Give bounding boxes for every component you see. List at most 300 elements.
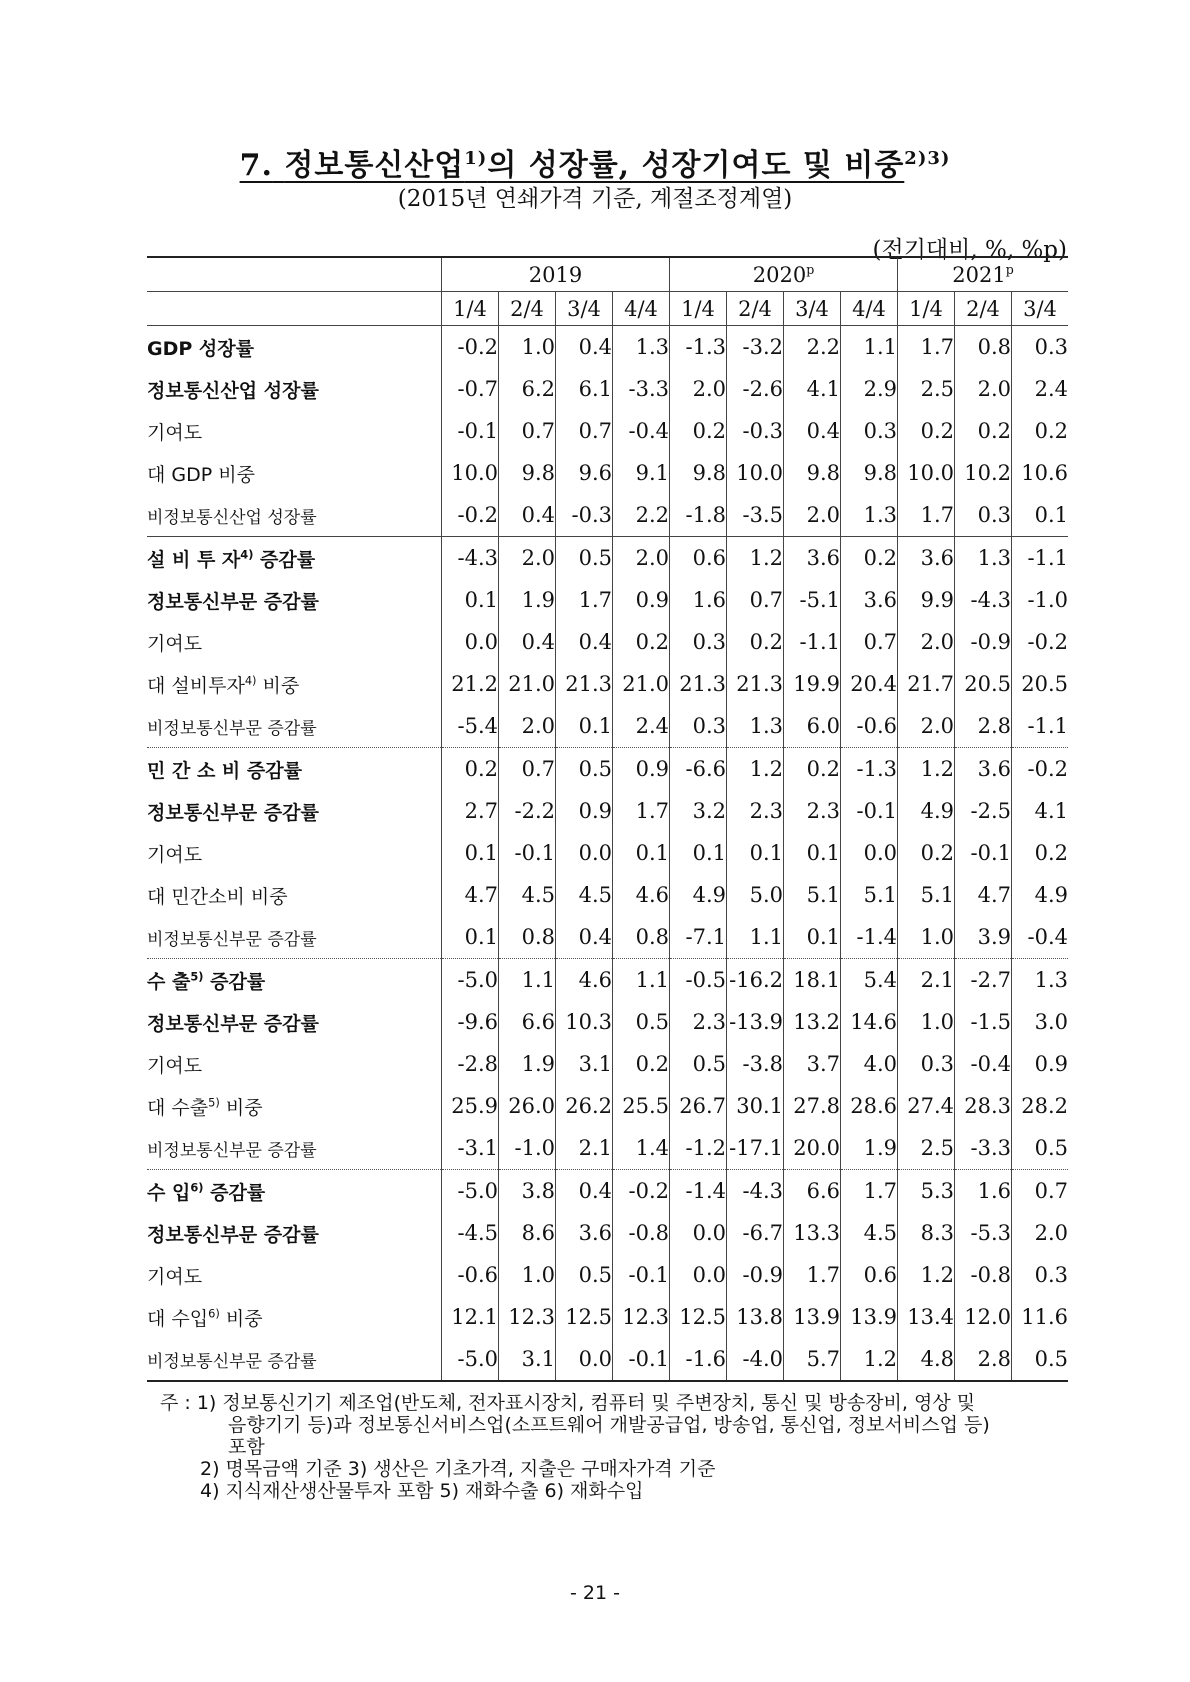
- value-cell: 1.3: [955, 537, 1012, 580]
- table-row: [147, 410, 1068, 452]
- year-header-2021: 2021$^p$: [898, 257, 1069, 292]
- value-cell: 9.8: [784, 452, 841, 494]
- value-cell: 28.3: [955, 1085, 1012, 1127]
- value-cell: 6.6: [499, 1001, 556, 1043]
- value-cell: 2.3: [727, 790, 784, 832]
- value-cell: 9.9: [898, 579, 955, 621]
- value-cell: 12.3: [499, 1296, 556, 1338]
- value-cell: 2.9: [841, 368, 898, 410]
- value-cell: 6.2: [499, 368, 556, 410]
- value-cell: 1.2: [727, 748, 784, 791]
- value-cell: 0.2: [955, 410, 1012, 452]
- value-cell: 0.1: [1012, 494, 1069, 537]
- table-subtitle: (2015년 연쇄가격 기준, 계절조정계열): [397, 186, 793, 212]
- value-cell: -1.8: [670, 494, 727, 537]
- value-cell: 0.3: [898, 1043, 955, 1085]
- value-cell: 2.4: [613, 705, 670, 748]
- value-cell: -2.7: [955, 959, 1012, 1002]
- value-cell: 1.2: [898, 748, 955, 791]
- value-cell: 6.6: [784, 1170, 841, 1213]
- value-cell: 0.9: [1012, 1043, 1069, 1085]
- value-cell: 1.9: [499, 1043, 556, 1085]
- table-row: [147, 452, 1068, 494]
- quarter-header: 4/4: [841, 292, 898, 326]
- value-cell: 5.4: [841, 959, 898, 1002]
- value-cell: -2.2: [499, 790, 556, 832]
- value-cell: 0.6: [841, 1254, 898, 1296]
- value-cell: 0.8: [955, 326, 1012, 369]
- value-cell: 13.9: [784, 1296, 841, 1338]
- value-cell: -0.4: [955, 1043, 1012, 1085]
- value-cell: 0.5: [1012, 1338, 1069, 1381]
- value-cell: 0.2: [1012, 832, 1069, 874]
- footnote-line: 2) 명목금액 기준 3) 생산은 기초가격, 지출은 구매자가격 기준: [200, 1458, 716, 1480]
- value-cell: 3.6: [955, 748, 1012, 791]
- value-cell: 1.7: [784, 1254, 841, 1296]
- table-row: [147, 621, 1068, 663]
- value-cell: 2.0: [670, 368, 727, 410]
- value-cell: -1.6: [670, 1338, 727, 1381]
- value-cell: -3.2: [727, 326, 784, 369]
- row-label: 정보통신산업 성장률: [147, 379, 319, 402]
- value-cell: 1.1: [841, 326, 898, 369]
- value-cell: 2.0: [499, 537, 556, 580]
- value-cell: 2.0: [898, 621, 955, 663]
- value-cell: 3.6: [898, 537, 955, 580]
- value-cell: 3.6: [784, 537, 841, 580]
- value-cell: -0.1: [955, 832, 1012, 874]
- value-cell: 18.1: [784, 959, 841, 1002]
- table-body: [147, 326, 1068, 1382]
- value-cell: -4.3: [727, 1170, 784, 1213]
- value-cell: 0.1: [442, 916, 499, 959]
- table-row: [147, 1254, 1068, 1296]
- value-cell: 11.6: [1012, 1296, 1069, 1338]
- value-cell: 0.1: [670, 832, 727, 874]
- value-cell: 5.7: [784, 1338, 841, 1381]
- row-label: 비정보통신산업 성장률: [147, 507, 317, 528]
- statistics-table: [147, 256, 1068, 1382]
- value-cell: 0.5: [556, 537, 613, 580]
- value-cell: 0.9: [556, 790, 613, 832]
- value-cell: 0.2: [898, 832, 955, 874]
- value-cell: 13.9: [841, 1296, 898, 1338]
- value-cell: 0.4: [499, 494, 556, 537]
- value-cell: 4.9: [1012, 874, 1069, 916]
- value-cell: -2.8: [442, 1043, 499, 1085]
- value-cell: 1.7: [841, 1170, 898, 1213]
- value-cell: -3.5: [727, 494, 784, 537]
- value-cell: -0.4: [1012, 916, 1069, 959]
- row-label: GDP 성장률: [147, 337, 254, 360]
- quarter-header-row: [147, 292, 1068, 326]
- value-cell: 2.0: [613, 537, 670, 580]
- table-row: [147, 705, 1068, 748]
- row-label: 기여도: [147, 1265, 203, 1288]
- value-cell: 1.6: [670, 579, 727, 621]
- value-cell: 0.0: [556, 1338, 613, 1381]
- table-row: [147, 874, 1068, 916]
- value-cell: -0.9: [955, 621, 1012, 663]
- value-cell: -3.3: [613, 368, 670, 410]
- value-cell: 13.8: [727, 1296, 784, 1338]
- value-cell: 0.2: [613, 621, 670, 663]
- row-label: 대 민간소비 비중: [147, 885, 288, 908]
- table-row: [147, 1170, 1068, 1213]
- value-cell: 0.1: [442, 832, 499, 874]
- value-cell: -1.3: [841, 748, 898, 791]
- row-label: 기여도: [147, 1054, 203, 1077]
- quarter-header: 1/4: [670, 292, 727, 326]
- value-cell: 1.1: [613, 959, 670, 1002]
- value-cell: 3.0: [1012, 1001, 1069, 1043]
- value-cell: 0.7: [499, 410, 556, 452]
- value-cell: 9.6: [556, 452, 613, 494]
- value-cell: 1.0: [898, 1001, 955, 1043]
- value-cell: 10.0: [898, 452, 955, 494]
- value-cell: 0.7: [841, 621, 898, 663]
- value-cell: 5.1: [841, 874, 898, 916]
- value-cell: 3.7: [784, 1043, 841, 1085]
- value-cell: 0.2: [670, 410, 727, 452]
- quarter-header: 4/4: [613, 292, 670, 326]
- value-cell: -0.8: [955, 1254, 1012, 1296]
- row-label: 기여도: [147, 421, 203, 444]
- value-cell: -1.5: [955, 1001, 1012, 1043]
- value-cell: 20.4: [841, 663, 898, 705]
- value-cell: -0.4: [613, 410, 670, 452]
- value-cell: 13.3: [784, 1212, 841, 1254]
- value-cell: 5.1: [784, 874, 841, 916]
- value-cell: -4.5: [442, 1212, 499, 1254]
- quarter-header: 2/4: [727, 292, 784, 326]
- value-cell: 2.7: [442, 790, 499, 832]
- value-cell: 0.5: [556, 748, 613, 791]
- value-cell: 0.2: [784, 748, 841, 791]
- value-cell: -9.6: [442, 1001, 499, 1043]
- value-cell: -5.0: [442, 959, 499, 1002]
- value-cell: -0.2: [613, 1170, 670, 1213]
- corner-cell: [147, 257, 442, 292]
- value-cell: -4.3: [955, 579, 1012, 621]
- value-cell: -0.6: [442, 1254, 499, 1296]
- footnote-line: 주 : 1) 정보통신기기 제조업(반도체, 전자표시장치, 컴퓨터 및 주변장치, 통신 및 방송장비, 영상 및: [160, 1392, 976, 1414]
- footnote-line: 4) 지식재산생산물투자 포함 5) 재화수출 6) 재화수입: [200, 1480, 644, 1502]
- value-cell: 0.1: [442, 579, 499, 621]
- value-cell: 13.2: [784, 1001, 841, 1043]
- value-cell: -0.1: [613, 1338, 670, 1381]
- table-row: [147, 1338, 1068, 1381]
- value-cell: 10.0: [727, 452, 784, 494]
- quarter-header: 1/4: [898, 292, 955, 326]
- value-cell: 20.5: [955, 663, 1012, 705]
- value-cell: 0.0: [670, 1254, 727, 1296]
- year-header-2020: 2020$^p$: [670, 257, 898, 292]
- value-cell: -0.5: [670, 959, 727, 1002]
- value-cell: -0.8: [613, 1212, 670, 1254]
- table-row: [147, 579, 1068, 621]
- value-cell: 6.0: [784, 705, 841, 748]
- value-cell: 8.6: [499, 1212, 556, 1254]
- value-cell: 28.6: [841, 1085, 898, 1127]
- value-cell: 4.9: [670, 874, 727, 916]
- row-label: 기여도: [147, 843, 203, 866]
- table-row: [147, 1127, 1068, 1170]
- value-cell: 0.3: [1012, 326, 1069, 369]
- value-cell: 1.2: [898, 1254, 955, 1296]
- value-cell: 13.4: [898, 1296, 955, 1338]
- table-title: [0, 140, 1190, 184]
- value-cell: 2.0: [955, 368, 1012, 410]
- value-cell: -0.2: [1012, 621, 1069, 663]
- table-row: [147, 916, 1068, 959]
- value-cell: 1.1: [727, 916, 784, 959]
- value-cell: -0.6: [841, 705, 898, 748]
- value-cell: -4.0: [727, 1338, 784, 1381]
- footnote-marker: 4): [240, 547, 254, 562]
- value-cell: 3.2: [670, 790, 727, 832]
- value-cell: 0.2: [727, 621, 784, 663]
- value-cell: 28.2: [1012, 1085, 1069, 1127]
- value-cell: 21.3: [727, 663, 784, 705]
- value-cell: 0.4: [784, 410, 841, 452]
- value-cell: 20.0: [784, 1127, 841, 1170]
- value-cell: 2.1: [556, 1127, 613, 1170]
- value-cell: 10.0: [442, 452, 499, 494]
- unit-label: (전기대비, %, %p): [872, 237, 1067, 263]
- value-cell: 2.8: [955, 705, 1012, 748]
- table-row: [147, 368, 1068, 410]
- value-cell: 4.1: [784, 368, 841, 410]
- value-cell: 0.2: [898, 410, 955, 452]
- value-cell: 0.0: [670, 1212, 727, 1254]
- value-cell: 5.3: [898, 1170, 955, 1213]
- table-row: [147, 959, 1068, 1002]
- value-cell: -1.2: [670, 1127, 727, 1170]
- value-cell: 21.7: [898, 663, 955, 705]
- value-cell: 0.3: [955, 494, 1012, 537]
- value-cell: 2.0: [1012, 1212, 1069, 1254]
- value-cell: -1.0: [1012, 579, 1069, 621]
- value-cell: 0.3: [670, 621, 727, 663]
- row-label: 대 수입$^{6)}$ 비중: [147, 1306, 263, 1330]
- value-cell: 3.6: [841, 579, 898, 621]
- quarter-header: 2/4: [499, 292, 556, 326]
- value-cell: -1.1: [784, 621, 841, 663]
- value-cell: -0.1: [442, 410, 499, 452]
- value-cell: -0.2: [1012, 748, 1069, 791]
- value-cell: -4.3: [442, 537, 499, 580]
- value-cell: 0.0: [556, 832, 613, 874]
- value-cell: 25.9: [442, 1085, 499, 1127]
- value-cell: 1.0: [499, 326, 556, 369]
- value-cell: 20.5: [1012, 663, 1069, 705]
- value-cell: 1.6: [955, 1170, 1012, 1213]
- value-cell: 0.5: [1012, 1127, 1069, 1170]
- value-cell: 0.7: [556, 410, 613, 452]
- row-label: 비정보통신부문 증감률: [147, 1338, 442, 1381]
- value-cell: 4.5: [841, 1212, 898, 1254]
- value-cell: 19.9: [784, 663, 841, 705]
- value-cell: 0.1: [727, 832, 784, 874]
- value-cell: 2.0: [784, 494, 841, 537]
- table-row: [147, 326, 1068, 369]
- value-cell: 21.2: [442, 663, 499, 705]
- value-cell: 0.1: [784, 916, 841, 959]
- footnote-marker: 5): [190, 969, 204, 984]
- value-cell: 0.5: [613, 1001, 670, 1043]
- value-cell: -16.2: [727, 959, 784, 1002]
- value-cell: 21.0: [499, 663, 556, 705]
- value-cell: 0.7: [499, 748, 556, 791]
- value-cell: 4.0: [841, 1043, 898, 1085]
- value-cell: -5.0: [442, 1338, 499, 1381]
- value-cell: 9.1: [613, 452, 670, 494]
- table-row: [147, 537, 1068, 580]
- table-row: [147, 790, 1068, 832]
- value-cell: 0.2: [442, 748, 499, 791]
- value-cell: -1.0: [499, 1127, 556, 1170]
- value-cell: 1.0: [499, 1254, 556, 1296]
- value-cell: 5.1: [898, 874, 955, 916]
- value-cell: 1.3: [1012, 959, 1069, 1002]
- value-cell: 0.0: [841, 832, 898, 874]
- value-cell: 3.9: [955, 916, 1012, 959]
- value-cell: 2.8: [955, 1338, 1012, 1381]
- value-cell: -0.3: [727, 410, 784, 452]
- value-cell: 12.5: [556, 1296, 613, 1338]
- value-cell: 4.5: [556, 874, 613, 916]
- table-row: [147, 494, 1068, 537]
- value-cell: 10.6: [1012, 452, 1069, 494]
- value-cell: 30.1: [727, 1085, 784, 1127]
- value-cell: 4.5: [499, 874, 556, 916]
- row-label: 대 설비투자$^{4)}$ 비중: [147, 673, 300, 697]
- value-cell: 0.2: [841, 537, 898, 580]
- value-cell: 21.3: [670, 663, 727, 705]
- title-footnote-1: 1): [464, 148, 488, 169]
- value-cell: -1.1: [1012, 537, 1069, 580]
- value-cell: 14.6: [841, 1001, 898, 1043]
- value-cell: -0.7: [442, 368, 499, 410]
- value-cell: 0.7: [727, 579, 784, 621]
- value-cell: 0.4: [556, 621, 613, 663]
- value-cell: 0.4: [499, 621, 556, 663]
- value-cell: 2.5: [898, 1127, 955, 1170]
- value-cell: 2.0: [499, 705, 556, 748]
- value-cell: 25.5: [613, 1085, 670, 1127]
- table-row: [147, 1212, 1068, 1254]
- value-cell: 4.6: [556, 959, 613, 1002]
- value-cell: -1.3: [670, 326, 727, 369]
- value-cell: 27.8: [784, 1085, 841, 1127]
- row-label: 기여도: [147, 632, 203, 655]
- table-row: [147, 663, 1068, 705]
- value-cell: 1.7: [613, 790, 670, 832]
- value-cell: 1.3: [727, 705, 784, 748]
- value-cell: 0.9: [613, 579, 670, 621]
- value-cell: 5.0: [727, 874, 784, 916]
- value-cell: -3.1: [442, 1127, 499, 1170]
- quarter-header: 1/4: [442, 292, 499, 326]
- value-cell: 0.3: [841, 410, 898, 452]
- value-cell: -0.2: [442, 494, 499, 537]
- value-cell: -0.9: [727, 1254, 784, 1296]
- title-number: 7.: [239, 148, 273, 183]
- value-cell: 1.1: [499, 959, 556, 1002]
- value-cell: -6.7: [727, 1212, 784, 1254]
- value-cell: 0.3: [1012, 1254, 1069, 1296]
- value-cell: 2.0: [898, 705, 955, 748]
- value-cell: 1.4: [613, 1127, 670, 1170]
- value-cell: 2.3: [670, 1001, 727, 1043]
- value-cell: 1.3: [613, 326, 670, 369]
- value-cell: 3.8: [499, 1170, 556, 1213]
- value-cell: -3.3: [955, 1127, 1012, 1170]
- table-row: [147, 1043, 1068, 1085]
- footnote-marker: 6): [208, 1306, 220, 1321]
- value-cell: 1.2: [841, 1338, 898, 1381]
- value-cell: 0.7: [1012, 1170, 1069, 1213]
- value-cell: 0.0: [442, 621, 499, 663]
- value-cell: 4.8: [898, 1338, 955, 1381]
- value-cell: -0.3: [556, 494, 613, 537]
- row-label: 수 입$^{6)}$ 증감률: [147, 1170, 442, 1213]
- value-cell: 0.2: [1012, 410, 1069, 452]
- value-cell: 9.8: [499, 452, 556, 494]
- title-text-b: 의 성장률, 성장기여도 및 비중: [487, 148, 905, 183]
- value-cell: 2.3: [784, 790, 841, 832]
- title-text-a: 정보통신산업: [284, 148, 465, 183]
- value-cell: 3.1: [499, 1338, 556, 1381]
- page-number: - 21 -: [570, 1582, 620, 1604]
- value-cell: 9.8: [841, 452, 898, 494]
- value-cell: -1.1: [1012, 705, 1069, 748]
- row-label: 정보통신부문 증감률: [147, 801, 319, 824]
- value-cell: 12.3: [613, 1296, 670, 1338]
- footnote-marker: 4): [244, 673, 257, 688]
- value-cell: 8.3: [898, 1212, 955, 1254]
- footnote-line: 포함: [228, 1436, 265, 1458]
- value-cell: 1.7: [556, 579, 613, 621]
- value-cell: 2.4: [1012, 368, 1069, 410]
- value-cell: 1.9: [841, 1127, 898, 1170]
- table-row: [147, 1296, 1068, 1338]
- year-header-row: [147, 257, 1068, 292]
- quarter-header: 3/4: [1012, 292, 1069, 326]
- value-cell: 1.7: [898, 494, 955, 537]
- value-cell: -0.1: [613, 1254, 670, 1296]
- value-cell: 4.9: [898, 790, 955, 832]
- value-cell: 1.9: [499, 579, 556, 621]
- value-cell: 10.2: [955, 452, 1012, 494]
- value-cell: -0.1: [841, 790, 898, 832]
- value-cell: 0.5: [556, 1254, 613, 1296]
- value-cell: -5.0: [442, 1170, 499, 1213]
- value-cell: -6.6: [670, 748, 727, 791]
- table-row: [147, 1085, 1068, 1127]
- value-cell: 0.4: [556, 916, 613, 959]
- value-cell: 6.1: [556, 368, 613, 410]
- row-label: 민 간 소 비 증감률: [147, 748, 442, 791]
- value-cell: 1.3: [841, 494, 898, 537]
- value-cell: 3.1: [556, 1043, 613, 1085]
- table-row: [147, 832, 1068, 874]
- footnote-line: 음향기기 등)과 정보통신서비스업(소프트웨어 개발공급업, 방송업, 통신업, 정보서비스업 등): [228, 1414, 990, 1436]
- value-cell: 21.3: [556, 663, 613, 705]
- quarter-header: 3/4: [556, 292, 613, 326]
- value-cell: -7.1: [670, 916, 727, 959]
